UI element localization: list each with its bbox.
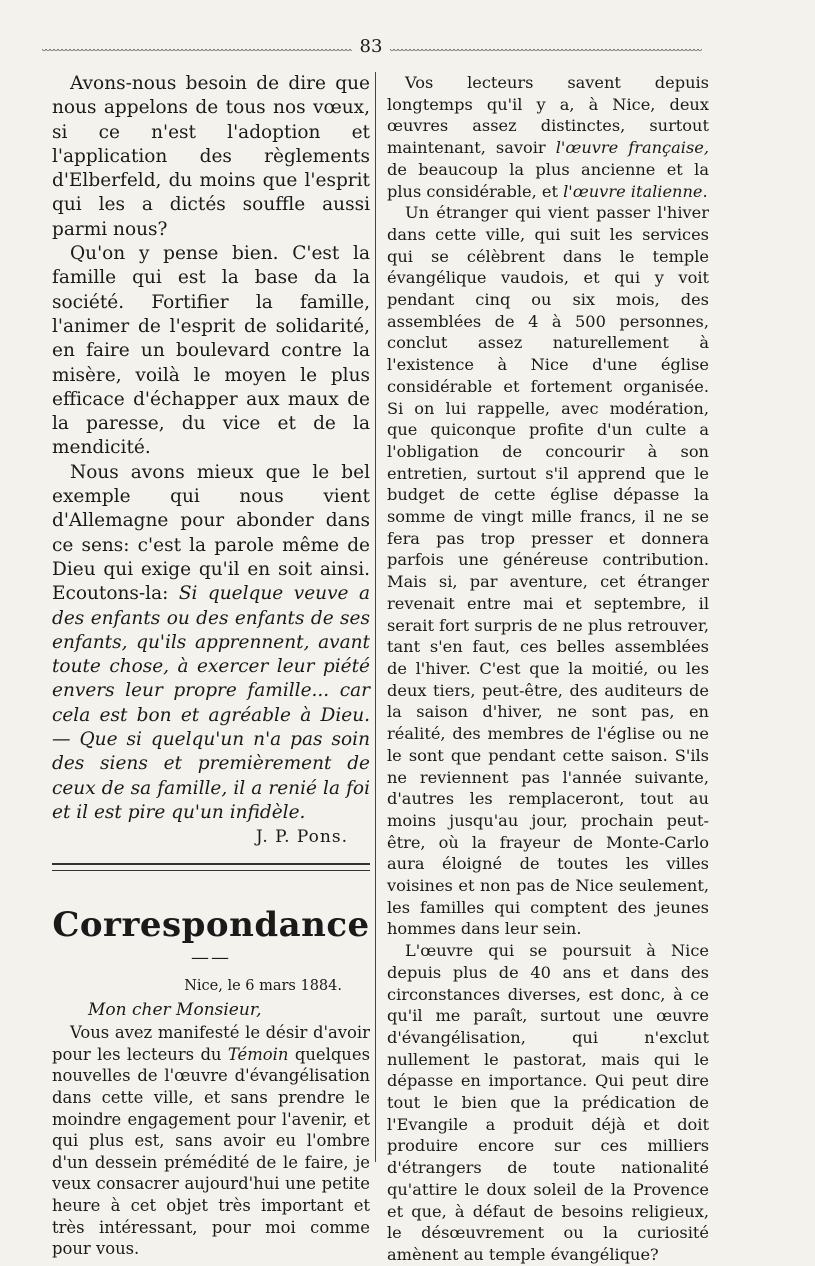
- left-paragraph-3-text: Nous avons mieux que le bel exemple qui nous vient d'Allemagne pour abonder dans ce sens: c'est la parole même de Dieu qui exige qu'il en soit ainsi. Ecoutons-la:: [52, 461, 370, 605]
- scripture-quote: Si quelque veuve a des enfants ou des enfants de ses enfants, qu'ils apprennent, avant toute chose, à exercer leur piété envers leur propre famille... car cela est bon et agréable à Dieu. — Que si quelqu'un n'a pas soin des siens et premièrement de ceux de sa famille, il a renié la foi et il est pire qu'un infidèle.: [52, 583, 370, 823]
- letter-paragraph-1: [52, 1022, 370, 1260]
- left-paragraph-2: Qu'on y pense bien. C'est la famille qui est la base da la société. Fortifier la famille, l'animer de l'esprit de solidarité, en faire un boulevard contre la misère, voilà le moyen le plus efficace d'échapper aux maux de la paresse, du vice et de la mendicité.: [52, 243, 370, 459]
- section-title: Correspondance: [52, 905, 370, 946]
- left-paragraph-1: Avons-nous besoin de dire que nous appelons de tous nos vœux, si ce n'est l'adoption et l'application des règlements d'Elberfeld, du moins que l'esprit qui les a dictés souffle aussi parmi nous?: [52, 73, 370, 240]
- right-paragraph-2: Un étranger qui vient passer l'hiver dans cette ville, qui suit les services qui se célèbrent dans le temple évangélique vaudois, et qui y voit pendant cinq ou six mois, des assemblées de 4 à 500 personnes, conclut assez naturellement à l'existence à Nice d'une église considérable et fortement organisée. Si on lui rappelle, avec modération, que quiconque profite d'un culte a l'obligation de concourir à son entretien, surtout s'il apprend que le budget de cette église dépasse la somme de vingt mille francs, il ne se fera pas trop presser et donnera parfois une généreuse contribution. Mais si, par aventure, cet étranger revenait entre mai et septembre, il serait fort surpris de ne plus retrouver, tant s'en faut, ces belles assemblées de l'hiver. C'est que la moitié, ou les deux tiers, peut-être, des auditeurs de la saison d'hiver, ne sont pas, en réalité, des membres de l'église ou ne le sont que pendant cette saison. S'ils ne reviennent pas l'année suivante, d'autres les remplaceront, tout au moins jusqu'au jour, prochain peut-être, où la frayeur de Monte-Carlo aura éloigné de toutes les villes voisines et non pas de Nice seulement, les familles qui comptent des jeunes hommes dans leur sein.: [387, 203, 709, 939]
- right-column: [387, 72, 709, 1266]
- right-p1-b: de beaucoup la plus ancienne et la plus considérable, et: [387, 159, 709, 201]
- section-dash: ——: [191, 947, 231, 969]
- section-divider: [52, 863, 370, 871]
- right-p1-a: Vos lecteurs savent depuis longtemps qu'il y a, à Nice, deux œuvres assez distinctes, surtout maintenant, savoir: [387, 73, 709, 158]
- header-ornament-left: [42, 47, 352, 53]
- right-paragraph-1: [387, 72, 709, 202]
- letter-text-b: quelques nouvelles de l'œuvre d'évangélisation dans cette ville, et sans prendre le moindre engagement pour l'avenir, et qui plus est, sans avoir eu l'ombre d'un dessein prémédité de le faire, je veux consacrer aujourd'hui une petite heure à cet objet très important et très intéressant, pour moi comme pour vous.: [52, 1044, 370, 1259]
- letter-salutation: Mon cher Monsieur,: [88, 1000, 262, 1021]
- left-column: [52, 72, 370, 1260]
- right-paragraph-3: L'œuvre qui se poursuit à Nice depuis plus de 40 ans et dans des circonstances diverses, est donc, à ce qu'il me paraît, surtout une œuvre d'évangélisation, qui n'exclut nullement le pastorat, mais qui le dépasse en importance. Qui peut dire tout le bien que la prédication de l'Evangile a produit déjà et doit produire encore sur ces milliers d'étrangers de toute nationalité qu'attire le doux soleil de la Provence et que, à défaut de besoins religieux, le désœuvrement ou la curiosité amènent au temple évangélique?: [387, 941, 709, 1264]
- letter-body: [52, 1022, 370, 1260]
- letter-text-a: Vous avez manifesté le désir d'avoir pour les lecteurs du: [52, 1023, 370, 1064]
- work-italian: l'œuvre italienne.: [563, 181, 708, 201]
- page-number: 83: [359, 36, 383, 57]
- article-signature: J. P. Pons.: [255, 827, 348, 848]
- header-ornament-right: [390, 47, 702, 53]
- journal-name: Témoin: [227, 1044, 289, 1064]
- work-french: l'œuvre française,: [555, 138, 709, 158]
- page-header: [42, 36, 702, 62]
- left-paragraph-3: [52, 461, 370, 825]
- letter-dateline: Nice, le 6 mars 1884.: [184, 978, 342, 995]
